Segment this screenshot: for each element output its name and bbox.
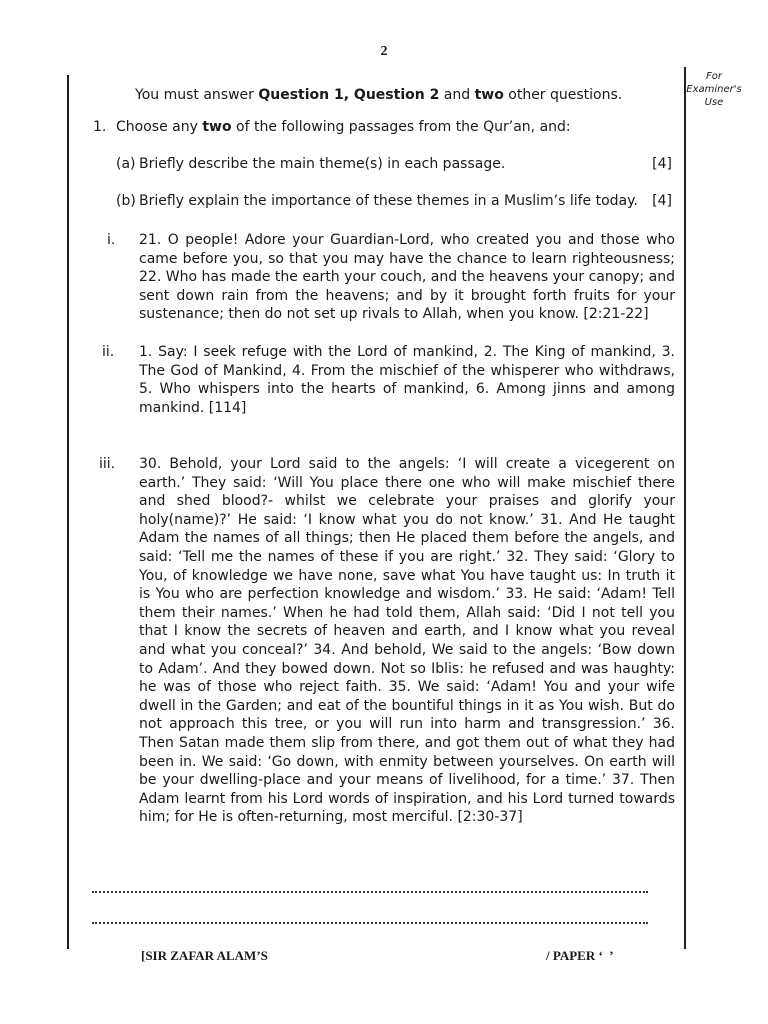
right-margin-rule: [684, 67, 686, 949]
passage-label-ii: ii.: [102, 344, 115, 360]
answer-line[interactable]: [92, 922, 648, 924]
examiner-label-line: Use: [704, 97, 724, 108]
page-number: 2: [380, 44, 388, 59]
instruction-text: and: [439, 87, 475, 103]
part-label-a: (a): [116, 156, 136, 172]
examiner-use-label: [684, 70, 744, 109]
question-bold: two: [202, 119, 232, 135]
instruction-text: You must answer: [135, 87, 259, 103]
question-stem: [116, 118, 571, 137]
examiner-label-line: Examiner's: [686, 84, 742, 95]
passage-i-text: 21. O people! Adore your Guardian-Lord, who created you and those who came before you, so that you may have the chance to learn righteousness; 22. Who has made the earth your couch, and the heavens your canopy; and sent down rain from the heavens; and by it brought forth fruits for your sustenance; then do not set up rivals to Allah, when you know. [2:21-22]: [139, 232, 675, 323]
part-a: [139, 155, 672, 174]
examiner-label-line: For: [706, 71, 722, 82]
question-text: of the following passages from the Qur’an, and:: [231, 119, 571, 135]
footer-right: / PAPER ‘ ’: [546, 948, 614, 963]
passage-label-iii: iii.: [99, 456, 116, 472]
part-a-text: Briefly describe the main theme(s) in each passage.: [139, 156, 506, 172]
footer-left: [SIR ZAFAR ALAM’S: [141, 948, 268, 963]
part-label-b: (b): [116, 193, 136, 209]
passage-iii-text: 30. Behold, your Lord said to the angels: ‘I will create a vicegerent on earth.’ They said: ‘Will You place there one who will make mischief there and shed blood?- whilst we celebrate your praises and glorify your holy(name)?’ He said: ‘I know what you do not know.’ 31. And He taught Adam the names of all things; then He placed them before the angels, and said: ‘Tell me the names of these if you are right.’ 32. They said: ‘Glory to You, of knowledge we have none, save what You have taught us: In truth it is You who are perfection knowledge and wisdom.’ 33. He said: ‘Adam! Tell them their names.’ When he had told them, Allah said: ‘Did I not tell you that I know the secrets of heaven and earth, and I know what you reveal and what you conceal?’ 34. And behold, We said to the angels: ‘Bow down to Adam’. And they bowed down. Not so Iblis: he refused and was haughty: he was of those who reject faith. 35. We said: ‘Adam! You and your wife dwell in the Garden; and eat of the bountiful things in it as You wish. But do not approach this tree, or you will run into harm and transgression.’ 36. Then Satan made them slip from there, and got them out of what they had been in. We said: ‘Go down, with enmity between yourselves. On earth will be your dwelling-place and your means of livelihood, for a time.’ 37. Then Adam learnt from his Lord words of inspiration, and his Lord turned towards him; for He is often-returning, most merciful. [2:30-37]: [139, 456, 675, 826]
instruction-text: other questions.: [503, 87, 623, 103]
passage-ii-text: 1. Say: I seek refuge with the Lord of mankind, 2. The King of mankind, 3. The God of Mankind, 4. From the mischief of the whisperer who withdraws, 5. Who whispers into the hearts of mankind, 6. Among jinns and among mankind. [114]: [139, 344, 675, 416]
question-number: 1.: [93, 119, 107, 135]
instruction-bold: Question 1, Question 2: [258, 87, 440, 103]
instruction-line: [135, 87, 622, 103]
passage-label-i: i.: [107, 232, 116, 248]
left-margin-rule: [67, 75, 69, 949]
instruction-bold: two: [474, 87, 504, 103]
part-b-text: Briefly explain the importance of these themes in a Muslim’s life today.: [139, 193, 638, 209]
answer-line[interactable]: [92, 891, 648, 893]
part-b-marks: [4]: [652, 193, 672, 209]
part-a-marks: [4]: [652, 156, 672, 172]
question-text: Choose any: [116, 119, 203, 135]
part-b: [139, 192, 672, 211]
